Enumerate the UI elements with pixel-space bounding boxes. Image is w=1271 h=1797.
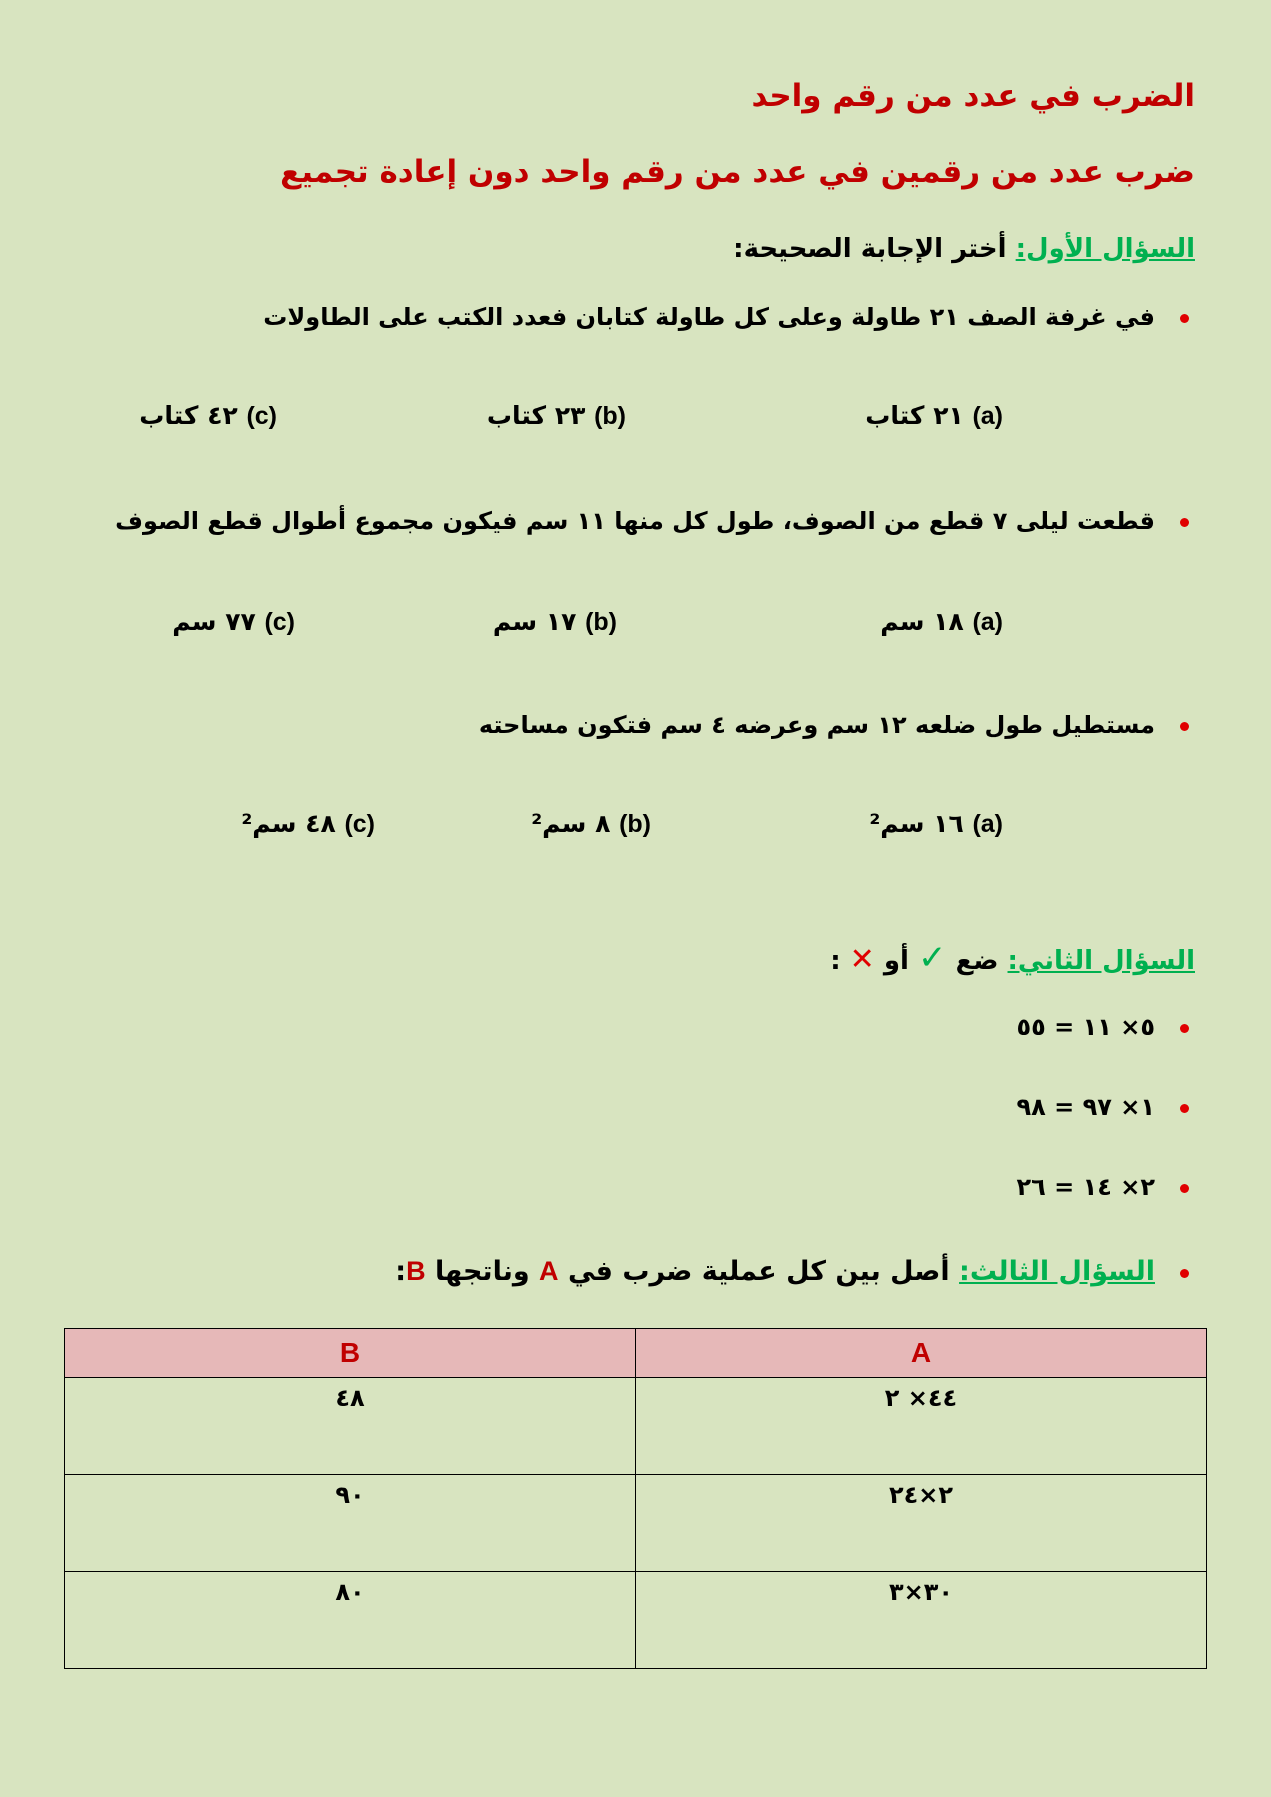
q1-item-3-option-c[interactable]: (c) ٤٨ سم² (241, 809, 375, 838)
result-cell[interactable]: ٩٠ (65, 1475, 636, 1572)
q1-item-1-option-b[interactable]: (b) ٢٣ كتاب (486, 401, 626, 430)
q1-item-1 (263, 303, 1155, 331)
check-mark-icon: ✓ (918, 938, 947, 978)
q1-heading (733, 234, 1195, 264)
q2-item-3-text: ٢× ١٤ = ٢٦ (1016, 1173, 1155, 1201)
q2-item-1-text: ٥× ١١ = ٥٥ (1016, 1013, 1155, 1041)
q1-item-1-option-c[interactable]: (c) ٤٢ كتاب (139, 401, 277, 430)
bullet-icon (1180, 314, 1189, 323)
q2-label: السؤال الثاني: (1007, 946, 1195, 976)
operation-cell[interactable]: ٣٠×٣ (636, 1572, 1207, 1669)
bullet-icon (1180, 518, 1189, 527)
matching-table (64, 1328, 1207, 1669)
q2-colon: : (830, 946, 841, 976)
result-cell[interactable]: ٤٨ (65, 1378, 636, 1475)
q1-item-1-text: في غرفة الصف ٢١ طاولة وعلى كل طاولة كتابان فعدد الكتب على الطاولات (263, 303, 1155, 331)
table-row (65, 1572, 1207, 1669)
page-subtitle: ضرب عدد من رقمين في عدد من رقم واحد دون إعادة تجميع (280, 154, 1195, 190)
q1-item-3-option-b[interactable]: (b) ٨ سم² (531, 809, 651, 838)
table-row (65, 1378, 1207, 1475)
column-header-b: B (65, 1329, 636, 1378)
q2-item-1 (1016, 1013, 1155, 1041)
q2-item-3 (1016, 1173, 1155, 1201)
q3-label: السؤال الثالث: (959, 1256, 1155, 1287)
bullet-icon (1180, 1184, 1189, 1193)
cross-mark-icon: ✕ (849, 942, 875, 977)
q1-item-2-option-a[interactable]: (a) ١٨ سم (880, 607, 1003, 636)
q3-letter-b: B (406, 1256, 426, 1286)
q3-letter-a: A (539, 1256, 559, 1286)
q1-item-2 (115, 507, 1155, 535)
bullet-icon (1180, 722, 1189, 731)
bullet-icon (1180, 1024, 1189, 1033)
q3-instruction-2: وناتجها (435, 1256, 530, 1287)
q1-item-2-text: قطعت ليلى ٧ قطع من الصوف، طول كل منها ١١ سم فيكون مجموع أطوال قطع الصوف (115, 507, 1155, 535)
q2-or: أو (883, 946, 909, 976)
bullet-icon (1180, 1104, 1189, 1113)
q2-item-2-text: ١× ٩٧ = ٩٨ (1016, 1093, 1155, 1121)
q1-item-3-text: مستطيل طول ضلعه ١٢ سم وعرضه ٤ سم فتكون مساحته (478, 711, 1155, 739)
q1-item-2-option-b[interactable]: (b) ١٧ سم (492, 607, 617, 636)
page-title: الضرب في عدد من رقم واحد (751, 78, 1195, 114)
q1-item-3-option-a[interactable]: (a) ١٦ سم² (869, 809, 1003, 838)
q1-item-1-option-a[interactable]: (a) ٢١ كتاب (865, 401, 1003, 430)
q1-item-3 (479, 711, 1155, 739)
table-header-row (65, 1329, 1207, 1378)
q1-label: السؤال الأول: (1015, 234, 1195, 264)
q3-instruction-1: أصل بين كل عملية ضرب في (567, 1256, 950, 1287)
operation-cell[interactable]: ٢×٢٤ (636, 1475, 1207, 1572)
column-header-a: A (636, 1329, 1207, 1378)
q2-heading (830, 938, 1195, 978)
q3-colon: : (395, 1256, 407, 1287)
operation-cell[interactable]: ٤٤× ٢ (636, 1378, 1207, 1475)
table-row (65, 1475, 1207, 1572)
q2-instruction: ضع (955, 946, 999, 976)
q3-heading (395, 1256, 1155, 1287)
q2-item-2 (1016, 1093, 1155, 1121)
bullet-icon (1180, 1269, 1189, 1278)
q1-instruction: أختر الإجابة الصحيحة: (733, 234, 1007, 264)
result-cell[interactable]: ٨٠ (65, 1572, 636, 1669)
q1-item-2-option-c[interactable]: (c) ٧٧ سم (172, 607, 295, 636)
